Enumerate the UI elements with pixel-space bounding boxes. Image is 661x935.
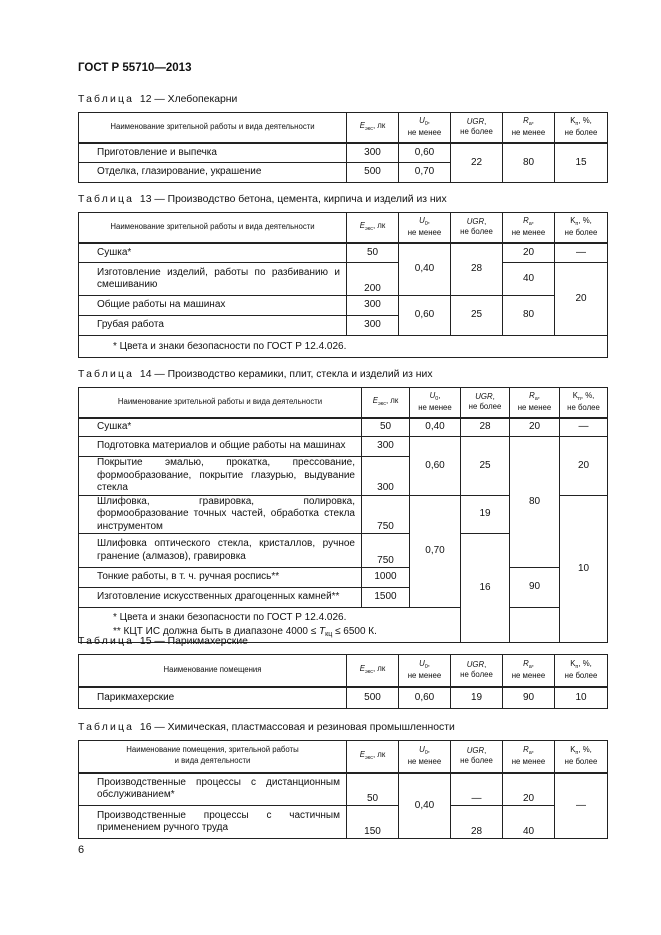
table-row: Сушка* 50 0,40 28 20 — [79,418,608,437]
table-12 [78,112,608,183]
table-13-caption: Таблица 13 — Производство бетона, цемента, кирпича и изделий из них [78,194,447,205]
table-header-row: Наименование зрительной работы и вида деятельности $E_{экс}$, лк $U_0$, не менее UGR, не более $R_a$, не менее $K_п$, %, не более [79,388,608,418]
table-row: Шлифовка оптического стекла, кристаллов, ручное гранение (алмазов), гравировка 750 16 [79,534,608,568]
table-row: Грубая работа 300 [79,316,608,336]
col-header-kp: $K_п$, %, не более [555,113,608,143]
table-row: Производственные процессы с частичным применением ручного труда 150 28 40 [79,806,608,839]
table-row: Производственные процессы с дистанционным обслуживанием* 50 0,40 — 20 — [79,773,608,806]
table-14-caption: Таблица 14 — Производство керамики, плит, стекла и изделий из них [78,369,433,380]
col-header-u0: $U_0$, не менее [399,113,451,143]
table-12-caption: Таблица 12 — Хлебопекарни [78,94,238,105]
table-header-row [79,113,608,143]
table-note-row: * Цвета и знаки безопасности по ГОСТ Р 12.4.026. ** КЦТ ИС должна быть в диапазоне $4000 \le T_{кц} \le 6500$ К. [79,608,608,643]
table-row: Изготовление изделий, работы по разбиванию и смешиванию 200 40 20 [79,263,608,296]
document-title: ГОСТ Р 55710—2013 [78,62,192,74]
table-header-row: Наименование помещения, зрительной работы и вида деятельности $E_{экс}$, лк $U_0$, не менее UGR, не более $R_a$, не менее $K_п$, %, не более [79,741,608,773]
page-number: 6 [78,844,85,856]
table-row: Отделка, глазирование, украшение 500 0,70 [79,163,608,183]
col-header-ugr: UGR, не более [451,113,503,143]
table-13 [78,212,608,358]
table-row: Сушка* 50 0,40 28 20 — [79,243,608,263]
table-row: Парикмахерские 500 0,60 19 90 10 [79,687,608,709]
table-15-caption: Таблица 15 — Парикмахерские [78,636,248,647]
table-row: Покрытие эмалью, прокатка, прессование, формообразование, покрытие глазурью, выдувание стекла 300 [79,457,608,496]
table-row: Подготовка материалов и общие работы на машинах 300 0,60 25 80 20 [79,437,608,457]
table-row: Изготовление искусственных драгоценных камней** 1500 [79,588,608,608]
table-14 [78,387,608,643]
table-note-row: * Цвета и знаки безопасности по ГОСТ Р 12.4.026. [79,336,608,358]
table-row: Общие работы на машинах 300 0,60 25 80 [79,296,608,316]
col-header-name: Наименование зрительной работы и вида деятельности [79,113,347,143]
table-16 [78,740,608,839]
table-row: Шлифовка, гравировка, полировка, формообразование точных частей, обработка стекла инструментом 750 0,70 19 10 [79,495,608,534]
table-row: Тонкие работы, в т. ч. ручная роспись** 1000 90 [79,568,608,588]
table-15 [78,654,608,709]
table-16-caption: Таблица 16 — Химическая, пластмассовая и резиновая промышленности [78,722,455,733]
table-header-row: Наименование помещения $E_{экс}$, лк $U_0$, не менее UGR, не более $R_a$, не менее $K_п$, %, не более [79,655,608,687]
col-header-e: $E_{экс}$, лк [347,113,399,143]
table-header-row: Наименование зрительной работы и вида деятельности $E_{экс}$, лк $U_0$, не менее UGR, не более $R_a$, не менее $K_п$, %, не более [79,213,608,243]
col-header-ra: $R_a$, не менее [503,113,555,143]
table-row: Приготовление и выпечка 300 0,60 22 80 15 [79,143,608,163]
